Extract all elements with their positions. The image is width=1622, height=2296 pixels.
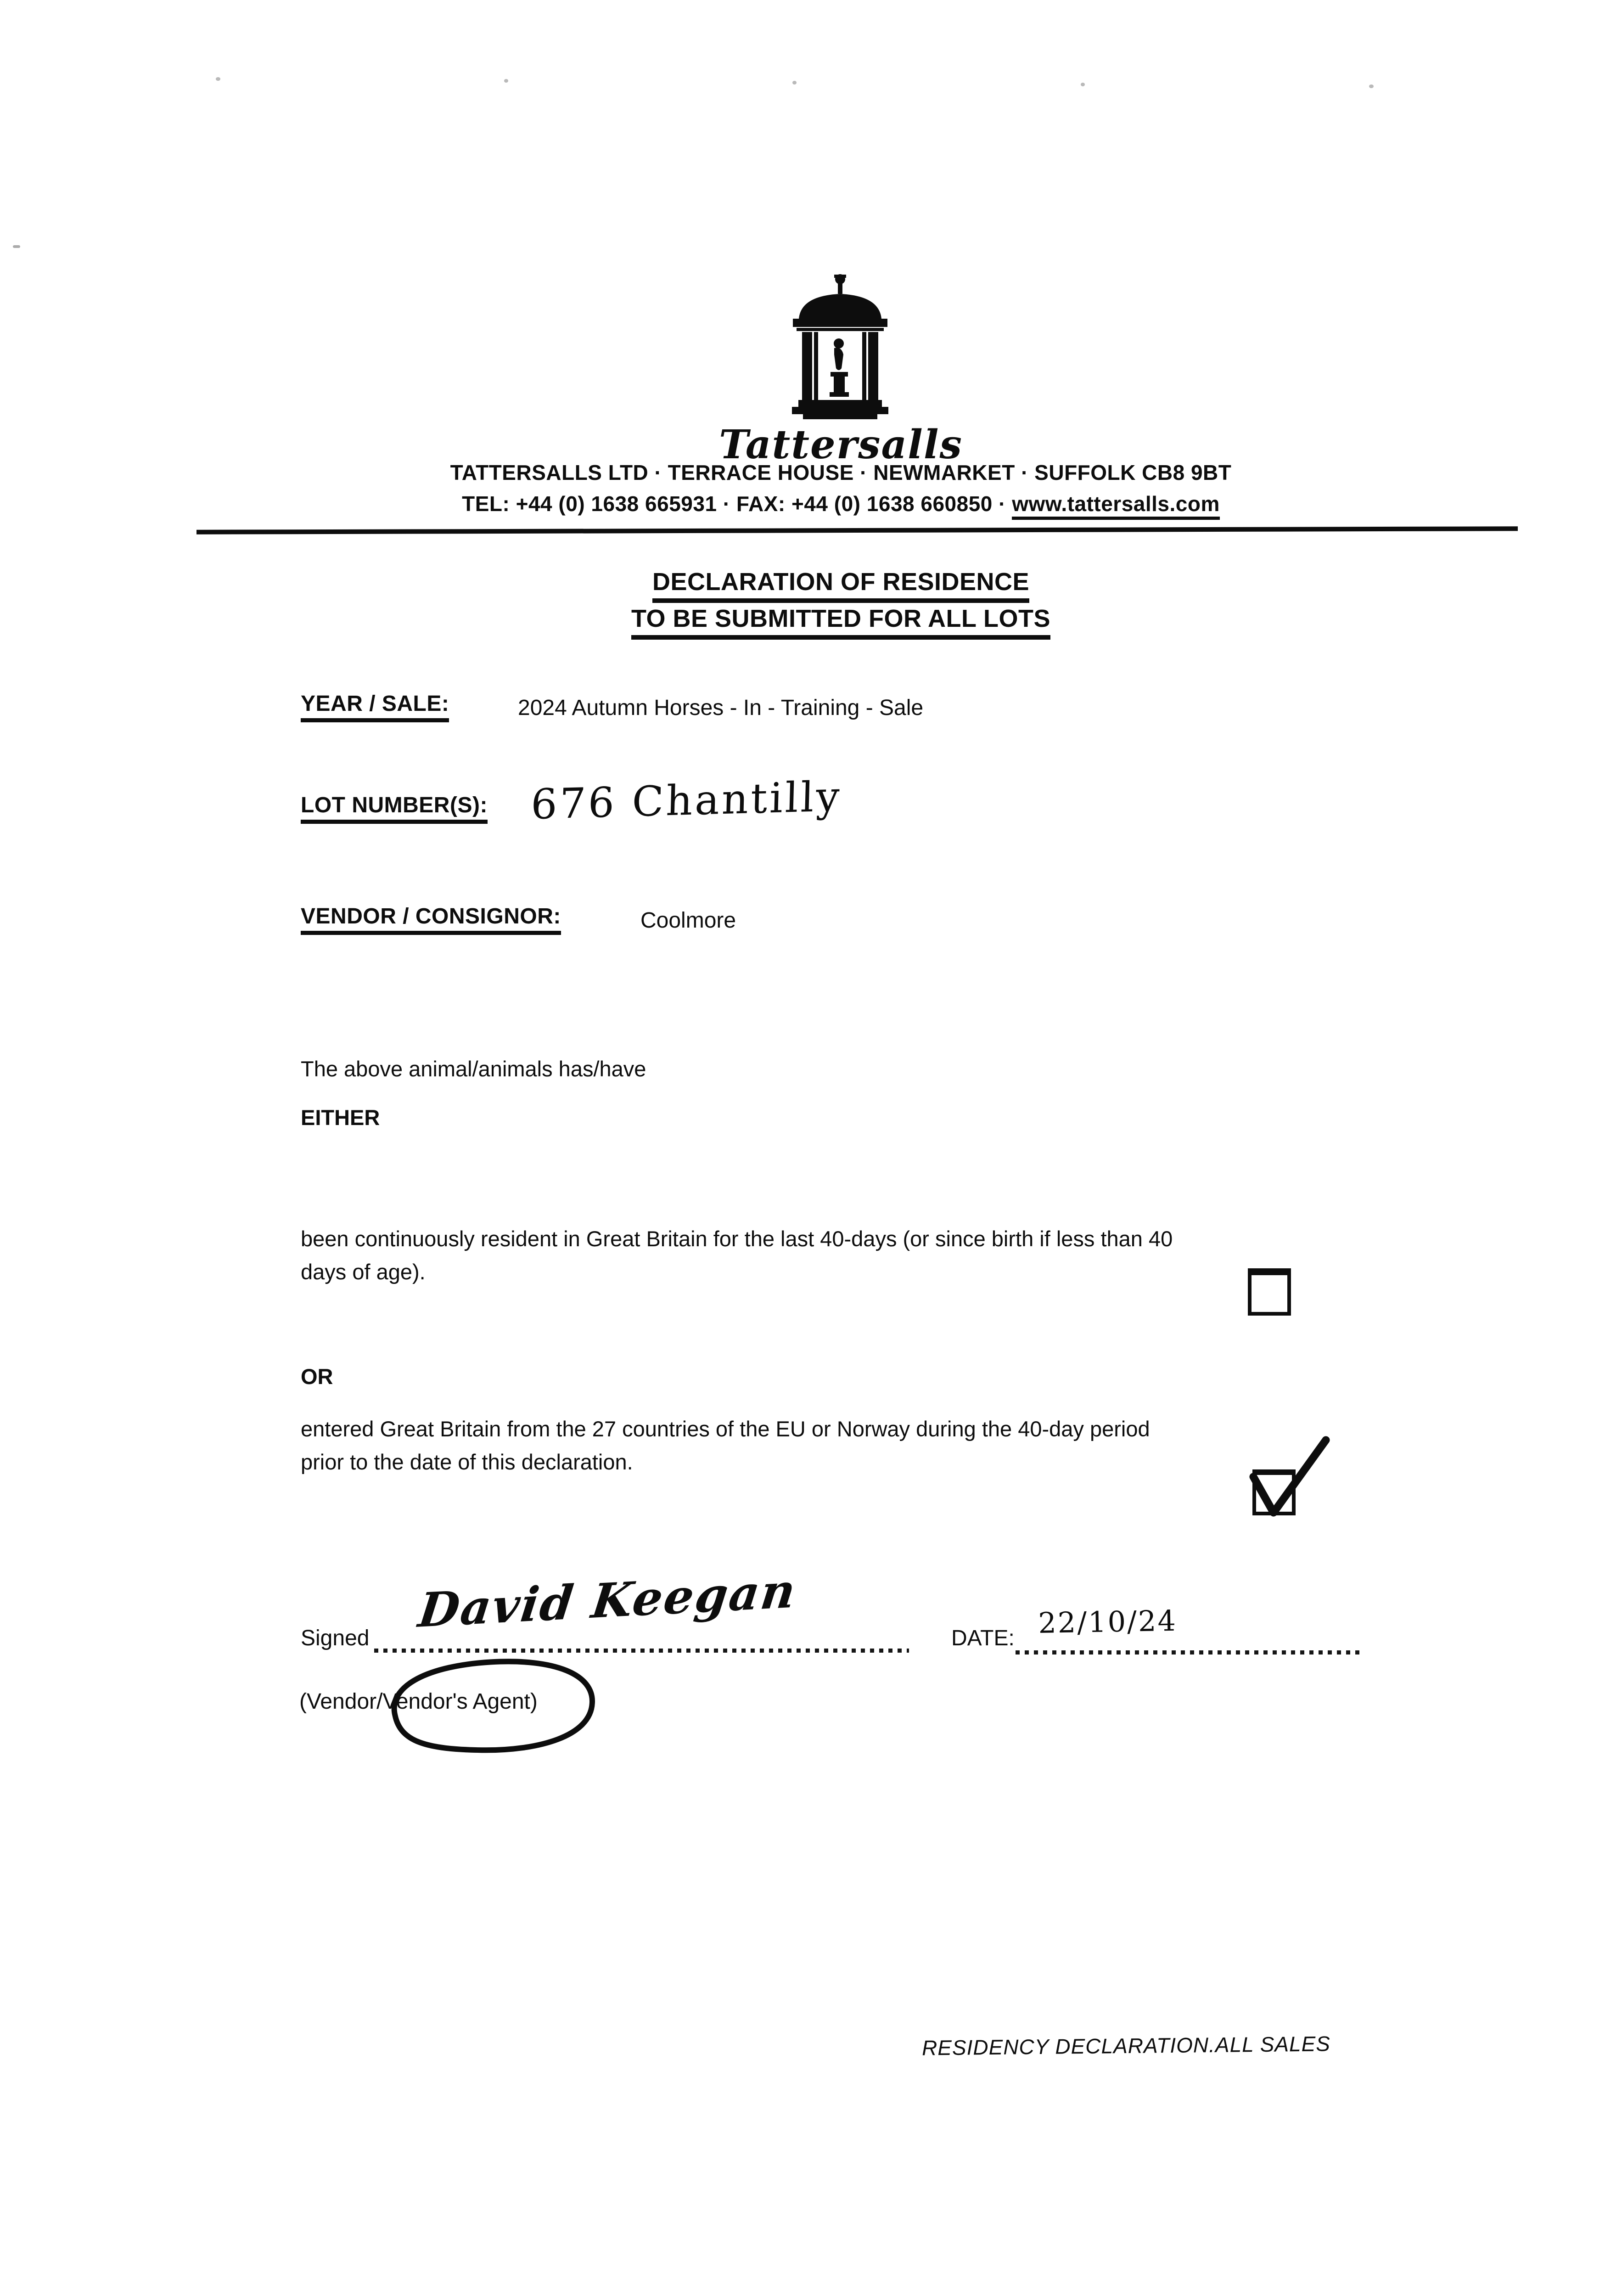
scan-speck: [13, 245, 20, 248]
signed-label: Signed: [301, 1626, 370, 1650]
date-handwritten: 22/10/24: [1038, 1604, 1178, 1640]
resident-40-days-checkbox: [1248, 1268, 1291, 1316]
website-text: www.tattersalls.com: [1012, 492, 1220, 520]
document-title-line1: [60, 568, 1622, 603]
scan-speck: [216, 77, 220, 81]
lot-number-row: [301, 793, 488, 824]
capacity-suffix-text: ): [530, 1689, 538, 1714]
option1-paragraph: [301, 1222, 1393, 1289]
option2-paragraph: [301, 1412, 1393, 1479]
year-sale-label: YEAR / SALE:: [301, 691, 449, 722]
title-line1-text: DECLARATION OF RESIDENCE: [652, 568, 1029, 603]
either-label: EITHER: [301, 1105, 380, 1130]
vendor-consignor-label: VENDOR / CONSIGNOR:: [301, 904, 561, 935]
tattersalls-rotunda-logo: [783, 274, 898, 425]
company-contact-line: [60, 491, 1622, 516]
capacity-prefix-text: (Vendor/: [299, 1689, 383, 1714]
scan-speck: [792, 81, 797, 84]
option2-line1: entered Great Britain from the 27 countries of the EU or Norway during the 40-day period: [301, 1417, 1150, 1441]
vendor-consignor-row: [301, 904, 561, 935]
year-sale-value: 2024 Autumn Horses - In - Training - Sale: [518, 696, 924, 720]
scan-speck: [504, 79, 508, 83]
company-address-line: TATTERSALLS LTD · TERRACE HOUSE · NEWMARKET · SUFFOLK CB8 9BT: [450, 461, 1232, 484]
date-label: DATE:: [951, 1626, 1015, 1650]
header-divider-rule: [196, 526, 1518, 535]
tick-mark-icon: [1240, 1432, 1338, 1526]
date-dotted-line: [1016, 1650, 1360, 1654]
or-label: OR: [301, 1364, 333, 1389]
scan-speck: [1081, 83, 1085, 86]
brand-wordmark: Tattersalls: [719, 422, 963, 468]
lot-number-handwritten-value: 676 Chantilly: [530, 772, 842, 829]
tel-fax-text: TEL: +44 (0) 1638 665931 · FAX: +44 (0) 1638 660850 ·: [462, 492, 1012, 516]
year-sale-row: [301, 691, 449, 722]
footer-document-reference: RESIDENCY DECLARATION.ALL SALES: [921, 2032, 1331, 2060]
option1-line1: been continuously resident in Great Britain for the last 40-days (or since birth if less than 40: [301, 1227, 1173, 1251]
scan-speck: [1369, 84, 1374, 88]
declaration-intro-text: The above animal/animals has/have: [301, 1057, 646, 1081]
signature-handwritten: David Keegan: [415, 1563, 800, 1638]
option1-line2: days of age).: [301, 1260, 426, 1284]
document-title-line2: [60, 604, 1622, 640]
lot-number-label: LOT NUMBER(S):: [301, 793, 488, 824]
hand-drawn-circle: [376, 1651, 619, 1761]
vendor-consignor-value: Coolmore: [640, 908, 736, 933]
title-line2-text: TO BE SUBMITTED FOR ALL LOTS: [631, 604, 1050, 640]
option2-line2: prior to the date of this declaration.: [301, 1450, 633, 1474]
capacity-circled-text: Vendor's Agent: [382, 1689, 530, 1714]
rotunda-monument-icon: [783, 274, 898, 425]
